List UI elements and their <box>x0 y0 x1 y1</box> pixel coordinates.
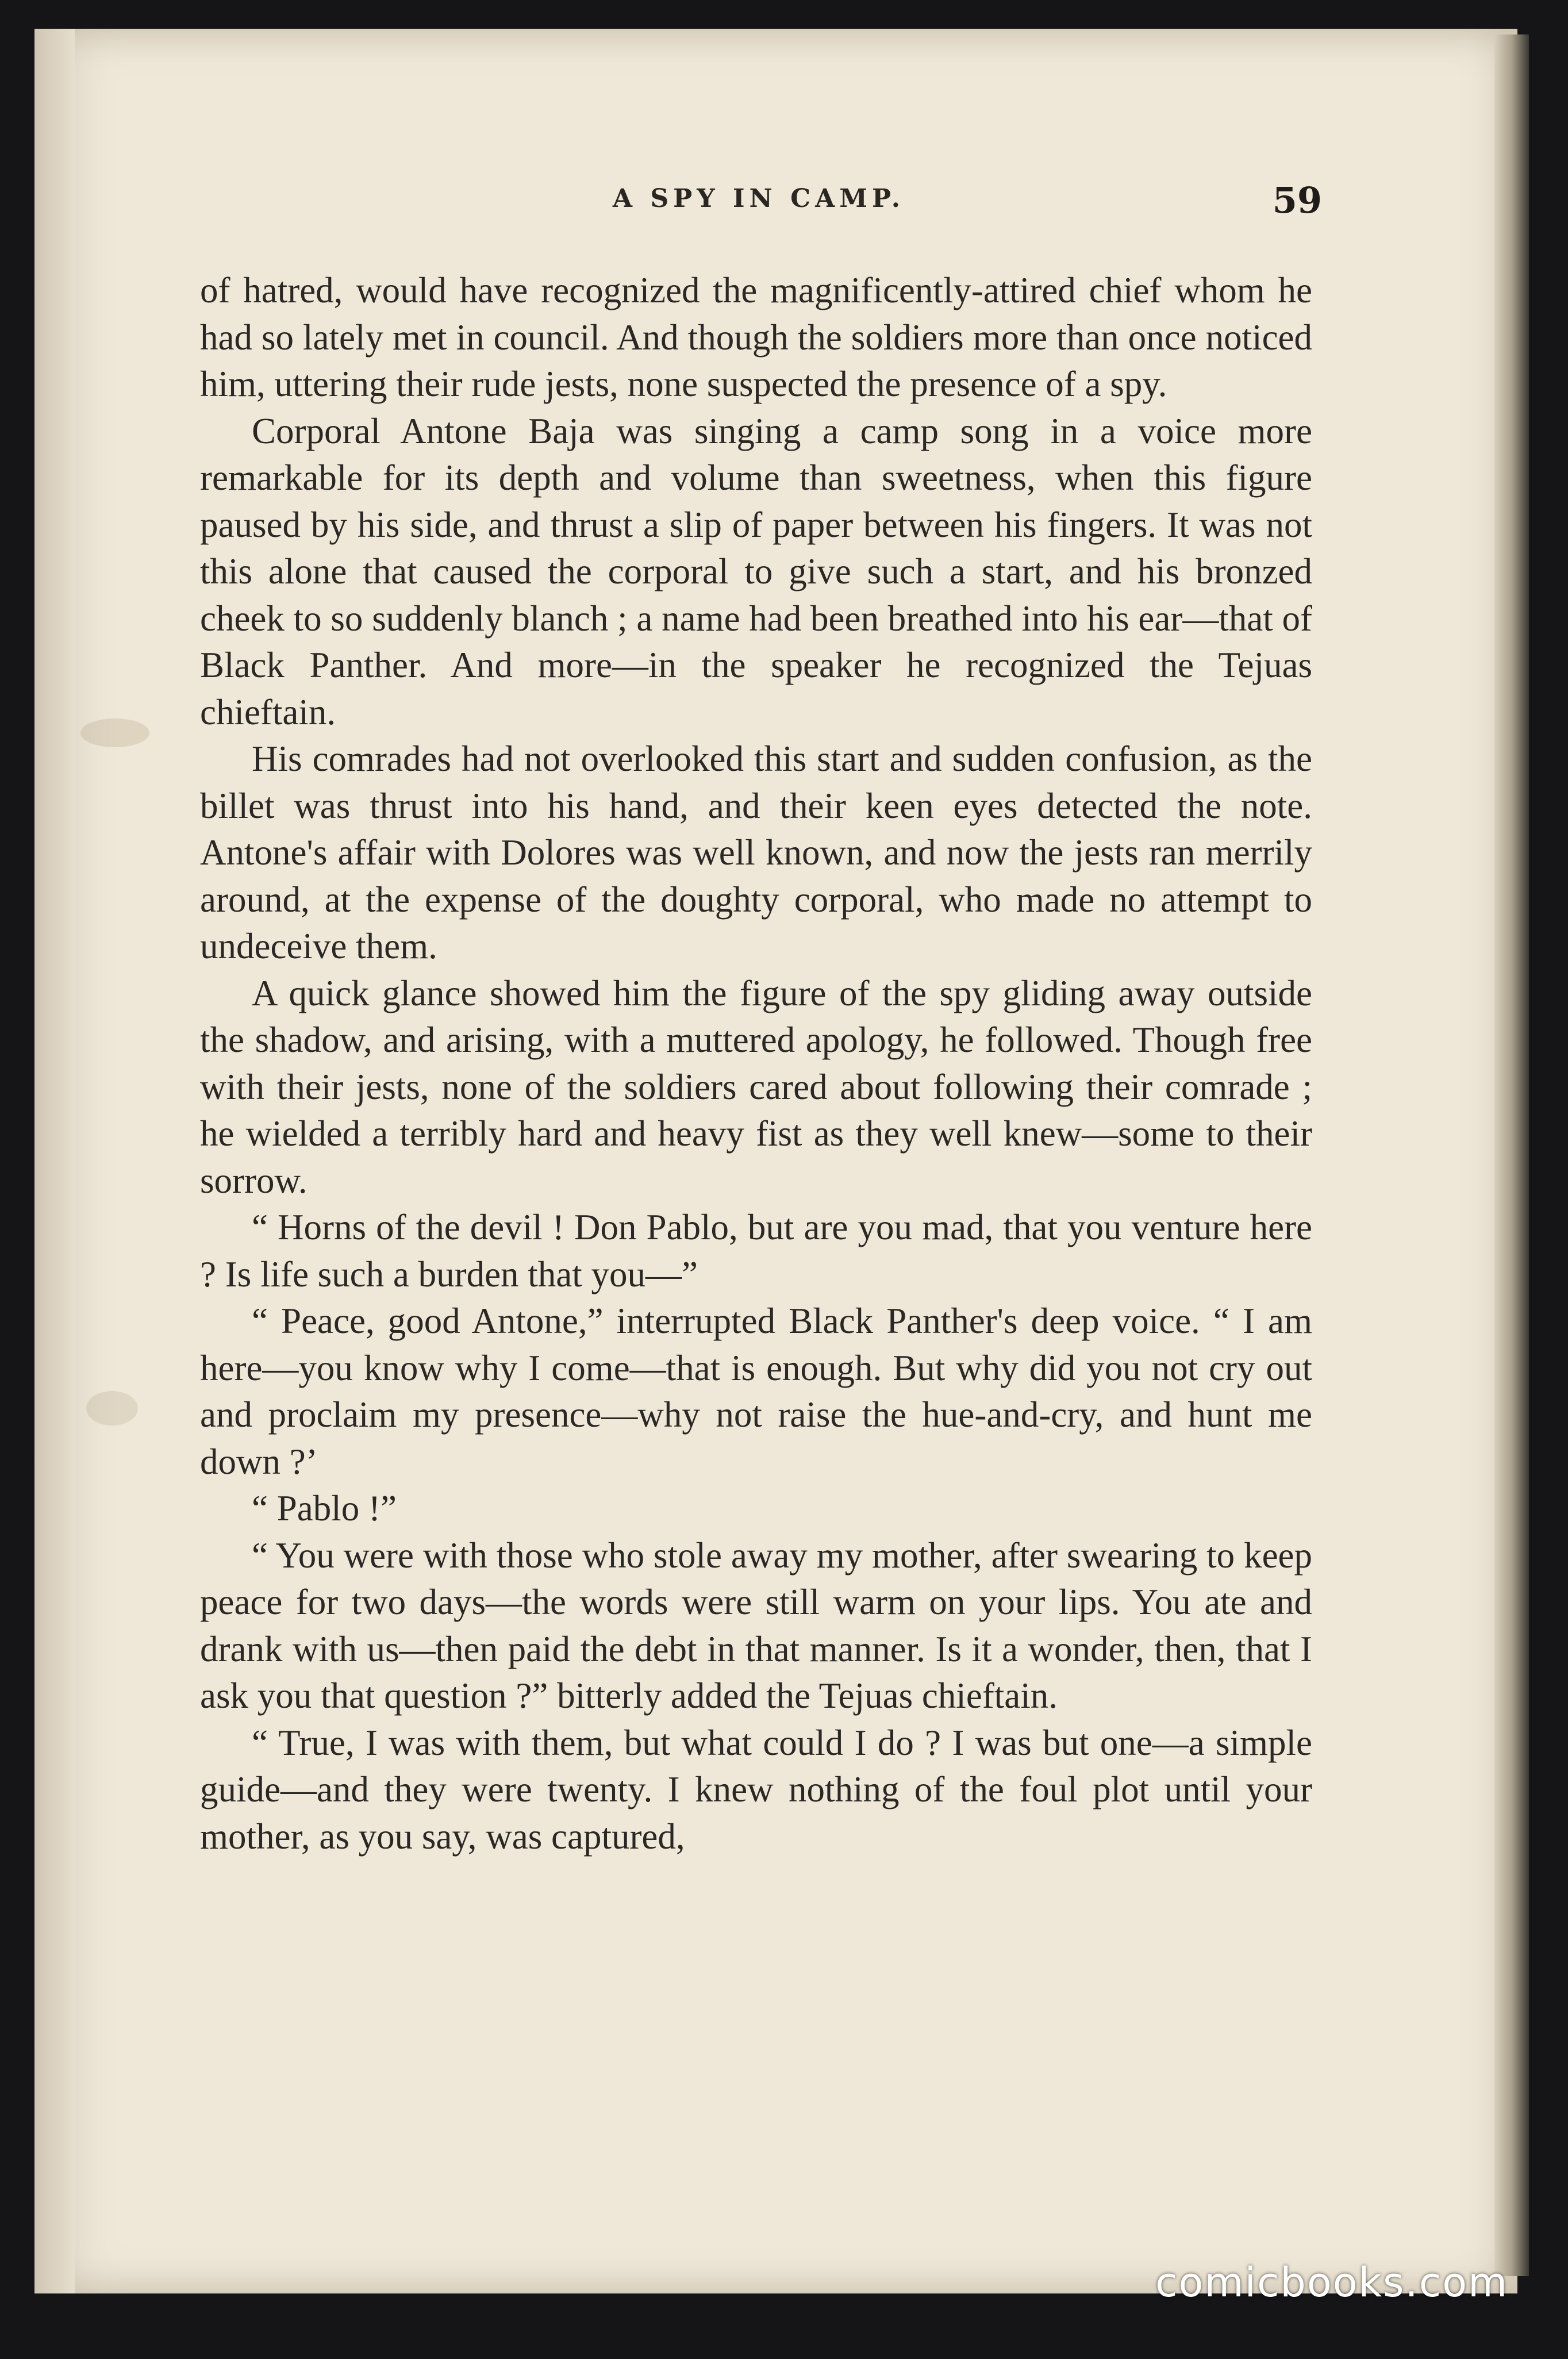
page-edge <box>1494 34 1529 2276</box>
watermark: comicbooks.com <box>1155 2259 1509 2306</box>
paragraph: His comrades had not overlooked this start and sudden confusion, as the billet was thrust into his hand, and their keen eyes detected the note. Antone's affair with Dolores was well known, and now the jests ran merrily around, at the expense of the doughty corporal, who made no attempt to undeceive them. <box>200 739 1312 966</box>
paragraph: “ True, I was with them, but what could I do ? I was but one—a simple guide—and they were twenty. I knew nothing of the foul plot until your mother, as you say, was captured, <box>200 1722 1312 1857</box>
paragraph: A quick glance showed him the figure of the spy gliding away outside the shadow, and arising, with a muttered apology, he followed. Though free with their jests, none of the soldiers cared about following their comrade ; he wielded a terribly hard and heavy fist as they well knew—some to their sorrow. <box>200 973 1312 1201</box>
running-head <box>195 179 1322 236</box>
page-number: 59 <box>1272 179 1322 221</box>
paragraph: “ You were with those who stole away my mother, after swearing to keep peace for two days—the words were still warm on your lips. You ate and drank with us—then paid the debt in that manner. Is it a wonder, then, that I ask you that question ?” bitterly added the Tejuas chieftain. <box>200 1535 1312 1716</box>
paragraph: of hatred, would have recognized the magnificently-attired chief whom he had so lately met in council. And though the soldiers more than once noticed him, uttering their rude jests, none suspected the presence of a spy. <box>200 270 1312 404</box>
body-text <box>200 267 1312 1860</box>
running-title: A SPY IN CAMP. <box>612 184 905 213</box>
page-gutter <box>34 29 75 2293</box>
paragraph: “ Horns of the devil ! Don Pablo, but are you mad, that you venture here ? Is life such a burden that you—” <box>200 1207 1312 1294</box>
paragraph: Corporal Antone Baja was singing a camp song in a voice more remarkable for its depth and volume than sweetness, when this figure paused by his side, and thrust a slip of paper between his fingers. It was not this alone that caused the corporal to give such a start, and his bronzed cheek to so suddenly blanch ; a name had been breathed into his ear—that of Black Panther. And more—in the speaker he recognized the Tejuas chieftain. <box>200 410 1312 732</box>
paragraph: “ Peace, good Antone,” interrupted Black Panther's deep voice. “ I am here—you know why I come—that is enough. But why did you not cry out and proclaim my presence—why not raise the hue-and-cry, and hunt me down ?’ <box>200 1301 1312 1482</box>
paragraph: “ Pablo !” <box>252 1488 397 1528</box>
paper-stain <box>80 719 149 747</box>
paper-stain <box>86 1391 138 1426</box>
